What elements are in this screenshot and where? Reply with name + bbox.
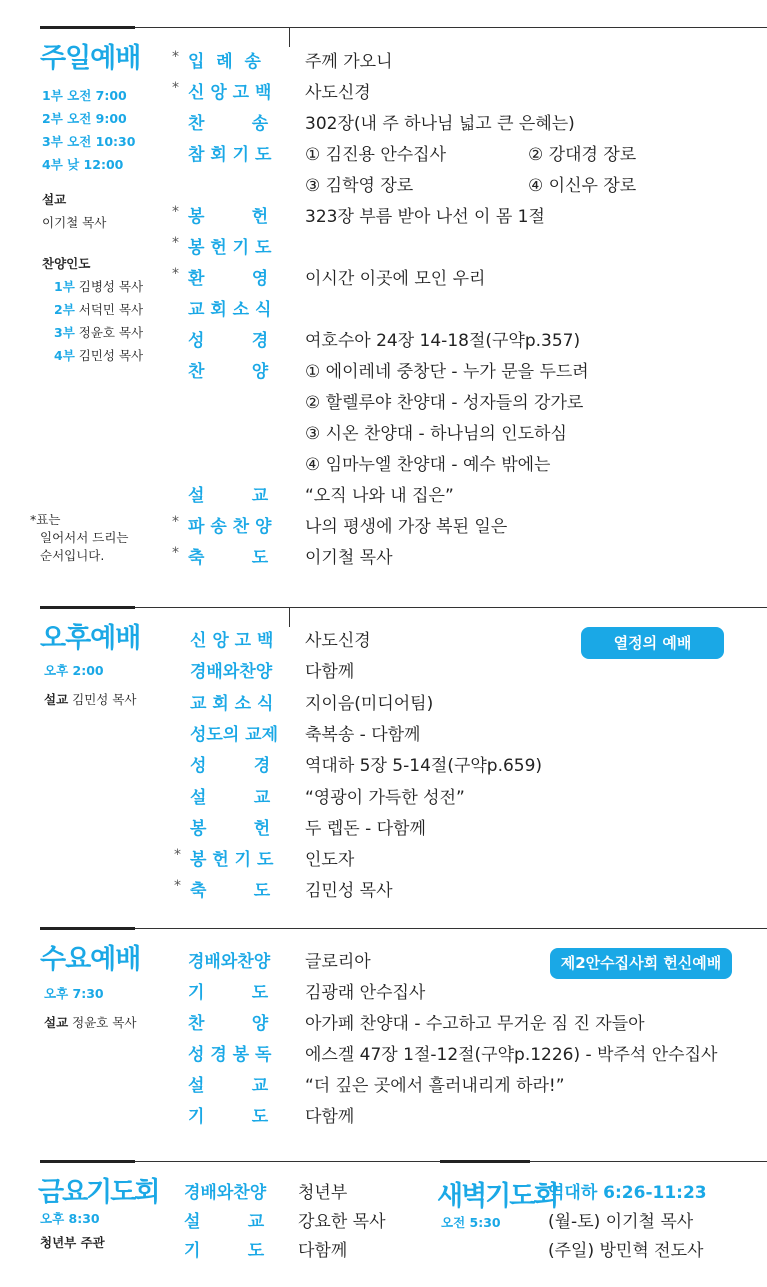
standing-star: *	[174, 878, 181, 895]
standing-star: *	[174, 847, 181, 864]
section-title: 주일예배	[40, 43, 141, 74]
row-value: 다함께	[305, 1107, 355, 1127]
row-value: 에스겔 47장 1절-12절(구약p.1226) - 박주석 안수집사	[305, 1045, 718, 1065]
row-label: 성 경	[188, 331, 269, 351]
row-value: “더 깊은 곳에서 흘러내리게 하라!”	[305, 1076, 565, 1096]
row-value: 나의 평생에 가장 복된 일은	[305, 517, 508, 537]
standing-star: *	[172, 514, 179, 530]
row-value: “오직 나와 내 집은”	[305, 486, 454, 506]
service-time: 오후 7:30	[44, 986, 104, 1001]
section-divider	[40, 1160, 135, 1163]
section-divider	[40, 26, 135, 29]
row-value: 사도신경	[305, 631, 371, 651]
standing-note: 일어서서 드리는	[40, 530, 129, 545]
row-label: 신 앙 고 백	[190, 631, 274, 651]
row-label: 설 교	[188, 1076, 269, 1096]
section-title: 새벽기도회	[437, 1181, 558, 1212]
praise-leader: 3부 정윤호 목사	[54, 325, 144, 340]
sermon-info: 설교 정윤호 목사	[44, 1015, 137, 1030]
sermon-info: 설교 김민성 목사	[44, 692, 137, 707]
row-value: 사도신경	[305, 83, 371, 103]
service-time: 1부 오전 7:00	[42, 88, 127, 103]
row-label: 성 경 봉 독	[188, 1045, 272, 1065]
column-divider	[289, 607, 290, 627]
row-label: 교 회 소 식	[190, 693, 274, 714]
dawn-leader: (주일) 방민혁 전도사	[548, 1241, 704, 1261]
row-label: 봉 헌	[188, 207, 269, 227]
row-label: 축 도	[190, 881, 271, 902]
standing-note: 순서입니다.	[40, 548, 105, 563]
row-value: 아가페 찬양대 - 수고하고 무거운 짐 진 자들아	[305, 1014, 645, 1034]
row-value: 두 렙돈 - 다함께	[305, 818, 426, 839]
service-time: 3부 오전 10:30	[42, 134, 136, 149]
row-value: 주께 가오니	[305, 52, 393, 72]
row-label: 기 도	[188, 983, 269, 1003]
dawn-leader: (월-토) 이기철 목사	[548, 1212, 694, 1232]
row-label: 경배와찬양	[184, 1183, 267, 1203]
row-value: 글로리아	[305, 952, 371, 972]
praise-leader: 1부 김병성 목사	[54, 279, 144, 294]
dawn-scripture: 역대하 6:26-11:23	[548, 1183, 707, 1203]
row-value: ① 김진용 안수집사	[305, 145, 447, 165]
row-value: 302장(내 주 하나님 넓고 큰 은혜는)	[305, 114, 575, 134]
section-title: 금요기도회	[38, 1177, 159, 1208]
row-label: 참 회 기 도	[188, 145, 272, 165]
row-label: 봉 헌 기 도	[190, 850, 274, 871]
section-divider	[440, 1160, 530, 1163]
row-value: 이기철 목사	[305, 548, 393, 568]
host-info: 청년부 주관	[40, 1235, 105, 1250]
row-value: ③ 김학영 장로	[305, 176, 414, 196]
sermon-label: 설교	[42, 192, 67, 207]
row-label: 기 도	[188, 1107, 269, 1127]
row-label: 찬 양	[188, 1014, 269, 1034]
section-divider	[40, 927, 135, 930]
service-badge: 열정의 예배	[581, 627, 724, 659]
row-value: 김민성 목사	[305, 881, 393, 902]
row-value: 청년부	[298, 1183, 348, 1203]
row-label: 찬 송	[188, 114, 269, 134]
row-value: 이시간 이곳에 모인 우리	[305, 269, 486, 289]
row-label: 기 도	[184, 1241, 265, 1261]
section-divider	[135, 607, 767, 608]
row-label: 입 례 송	[188, 52, 261, 72]
row-value: 축복송 - 다함께	[305, 724, 421, 745]
service-time: 2부 오전 9:00	[42, 111, 127, 126]
row-value-secondary: ② 강대경 장로	[528, 145, 637, 165]
row-value: 강요한 목사	[298, 1212, 386, 1232]
row-value: 지이음(미디어팀)	[305, 693, 434, 714]
row-label: 설 교	[184, 1212, 265, 1232]
column-divider	[289, 27, 290, 47]
row-value: 인도자	[305, 850, 355, 871]
section-divider	[530, 1161, 767, 1162]
service-badge: 제2안수집사회 헌신예배	[550, 948, 732, 979]
standing-star: *	[172, 80, 179, 96]
row-value: 역대하 5장 5-14절(구약p.659)	[305, 756, 543, 777]
praise-leader: 2부 서덕민 목사	[54, 302, 144, 317]
praise-leader: 4부 김민성 목사	[54, 348, 144, 363]
service-time: 오후 8:30	[40, 1211, 100, 1226]
row-value-secondary: ④ 이신우 장로	[528, 176, 637, 196]
section-divider	[135, 928, 767, 929]
standing-star: *	[172, 204, 179, 220]
row-label: 찬 양	[188, 362, 269, 382]
row-value: 김광래 안수집사	[305, 983, 426, 1003]
row-label: 봉 헌	[190, 818, 271, 839]
row-label: 교 회 소 식	[188, 300, 272, 320]
row-label: 설 교	[190, 787, 271, 808]
row-label: 성도의 교제	[190, 724, 279, 745]
section-title: 수요예배	[40, 944, 141, 975]
row-label: 환 영	[188, 269, 269, 289]
service-time: 4부 낮 12:00	[42, 157, 124, 172]
row-value: “영광이 가득한 성전”	[305, 787, 465, 808]
service-time: 오후 2:00	[44, 663, 104, 678]
row-label: 축 도	[188, 548, 269, 568]
row-value: ③ 시온 찬양대 - 하나님의 인도하심	[305, 424, 567, 444]
section-divider	[135, 27, 767, 28]
row-label: 봉 헌 기 도	[188, 238, 272, 258]
row-value: 여호수아 24장 14-18절(구약p.357)	[305, 331, 581, 351]
row-label: 경배와찬양	[190, 662, 273, 683]
section-divider	[40, 606, 135, 609]
row-value: 323장 부름 받아 나선 이 몸 1절	[305, 207, 545, 227]
standing-star: *	[172, 235, 179, 251]
sermon-name: 이기철 목사	[42, 215, 107, 230]
row-label: 경배와찬양	[188, 952, 271, 972]
service-time: 오전 5:30	[441, 1215, 501, 1230]
row-value: ② 할렐루야 찬양대 - 성자들의 강가로	[305, 393, 584, 413]
standing-star: *	[172, 49, 179, 65]
praise-label: 찬양인도	[42, 256, 91, 271]
standing-star: *	[172, 266, 179, 282]
row-value: 다함께	[298, 1241, 348, 1261]
standing-note: *표는	[30, 512, 61, 527]
row-value: 다함께	[305, 662, 355, 683]
section-title: 오후예배	[40, 623, 141, 654]
section-divider	[135, 1161, 440, 1162]
row-label: 설 교	[188, 486, 269, 506]
row-value: ④ 임마누엘 찬양대 - 예수 밖에는	[305, 455, 551, 475]
row-label: 신 앙 고 백	[188, 83, 272, 103]
row-value: ① 에이레네 중창단 - 누가 문을 두드려	[305, 362, 589, 382]
row-label: 성 경	[190, 756, 271, 777]
standing-star: *	[172, 545, 179, 561]
row-label: 파 송 찬 양	[188, 517, 272, 537]
